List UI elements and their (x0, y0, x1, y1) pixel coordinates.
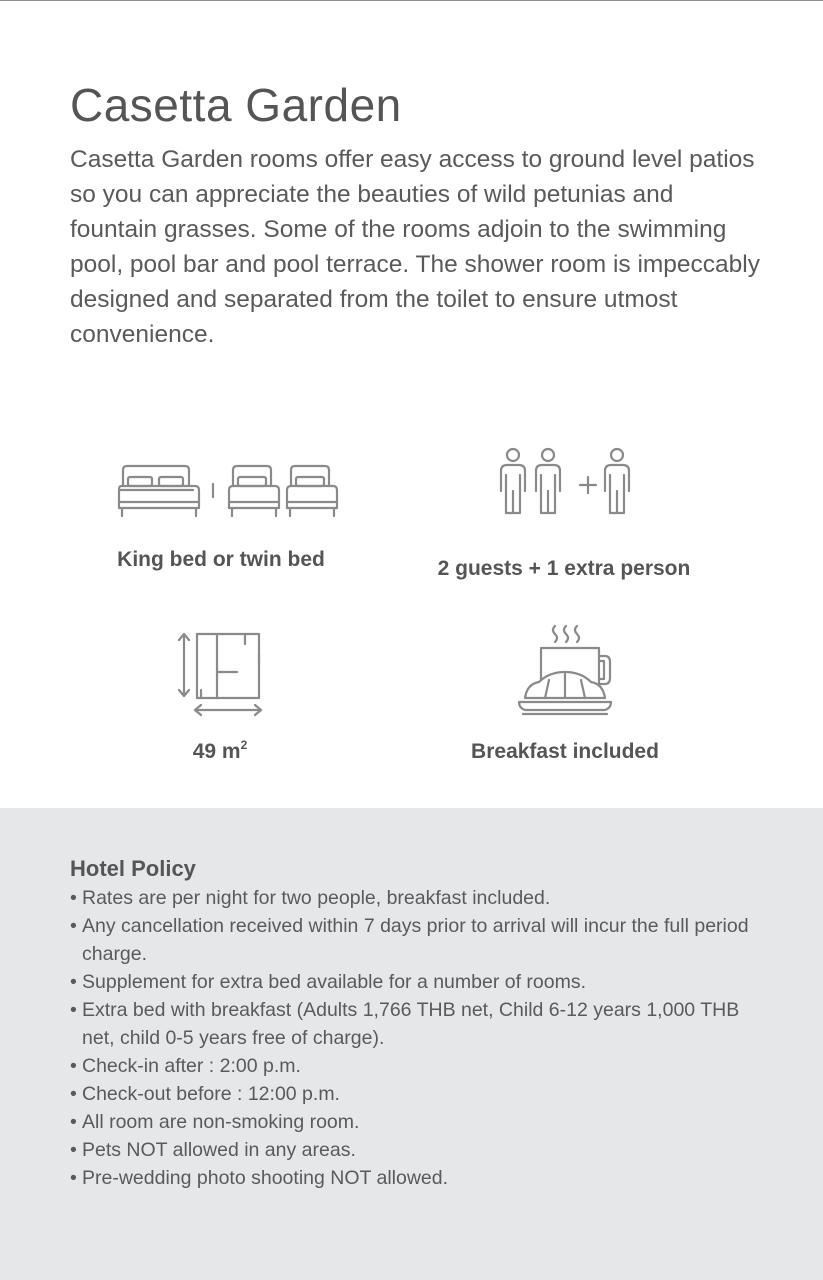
list-item: • Extra bed with breakfast (Adults 1,766 THB net, Child 6-12 years 1,000 THB net, child 0-5 years free of charge). (70, 996, 760, 1052)
feature-guests (420, 447, 708, 581)
guests-label: 2 guests + 1 extra person (437, 557, 691, 580)
guests-icon (479, 447, 649, 517)
policy-list (70, 884, 760, 1192)
room-description: Casetta Garden rooms offer easy access to ground level patios so you can appreciate the beauties of wild petunias and fountain grasses. Some of the rooms adjoin to the swimming pool, pool bar and pool terrace. The shower room is impeccably designed and separated from the toilet to ensure utmost convenience. (70, 146, 760, 348)
policy-title: Hotel Policy (70, 856, 196, 881)
hotel-policy-section (0, 808, 823, 1280)
list-item: • Check-out before : 12:00 p.m. (70, 1080, 760, 1108)
top-divider (0, 0, 823, 1)
size-value: 49 m (192, 740, 241, 763)
bed-icon (101, 460, 341, 522)
bed-label: King bed or twin bed (117, 548, 325, 571)
floorplan-icon (175, 630, 265, 718)
list-item: • Pre-wedding photo shooting NOT allowed. (70, 1164, 760, 1192)
page-title: Casetta Garden (70, 79, 402, 131)
size-label (150, 740, 290, 764)
feature-bed (95, 460, 347, 572)
feature-breakfast (450, 622, 680, 764)
breakfast-label: Breakfast included (471, 740, 659, 763)
list-item: • Pets NOT allowed in any areas. (70, 1136, 760, 1164)
list-item: • Supplement for extra bed available for a number of rooms. (70, 968, 760, 996)
list-item: • Check-in after : 2:00 p.m. (70, 1052, 760, 1080)
list-item: • Rates are per night for two people, breakfast included. (70, 884, 760, 912)
breakfast-icon (515, 622, 615, 720)
list-item: • All room are non-smoking room. (70, 1108, 760, 1136)
size-unit-sup: 2 (240, 738, 248, 752)
list-item: • Any cancellation received within 7 days prior to arrival will incur the full period charge. (70, 912, 760, 968)
feature-size (150, 630, 290, 764)
